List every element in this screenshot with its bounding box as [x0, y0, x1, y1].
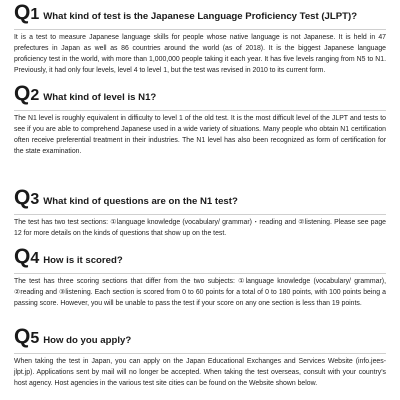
- question-number: [14, 246, 39, 270]
- faq-section-q2: [14, 83, 386, 164]
- question-number: [14, 83, 39, 107]
- question-letter: Q: [14, 186, 31, 209]
- question-digit: 5: [30, 330, 40, 347]
- question-title: What kind of questions are on the N1 test?: [43, 196, 238, 207]
- question-digit: 4: [30, 250, 40, 267]
- faq-heading: [14, 83, 386, 109]
- faq-section-q5: [14, 326, 386, 396]
- faq-section-q4: [14, 246, 386, 316]
- question-digit: 2: [30, 87, 40, 104]
- question-title: What kind of level is N1?: [43, 92, 157, 103]
- answer-text: The test has three scoring sections that differ from the two subjects: ①language knowledge (vocabulary/ grammar), ②reading and ③listening. Each section is scored from 0 to 60 points for a total of 0 to 180 points, with 100 points being a passing score. However, you will be unable to pass the test if your score on any one section is less than 19 points.: [14, 278, 386, 307]
- question-letter: Q: [14, 325, 31, 348]
- section-divider: [14, 29, 386, 30]
- question-number: [14, 187, 39, 211]
- answer-text: It is a test to measure Japanese language skills for people whose native language is not Japanese. It is held in 47 prefectures in Japan as well as 86 countries around the world (as of 2018). It is the biggest Japanese language proficiency test in the world, with more than 1,000,000 people taking it each year. It has five levels ranging from N5 to N1. Previously, it had only four levels, level 4 to level 1, but the test was revised in 2010 to its current form.: [14, 34, 386, 74]
- answer-text: The N1 level is roughly equivalent in difficulty to level 1 of the old test. It is the most difficult level of the JLPT and tests to see if you are able to comprehend Japanese used in a wide variety of situations. Many people who obtain N1 certification often receive preferential treatment in their industries. The N1 level has also been recognized as form of certification for the state examination.: [14, 115, 386, 155]
- question-title: How is it scored?: [43, 255, 123, 266]
- faq-heading: [14, 187, 386, 213]
- section-divider: [14, 214, 386, 215]
- question-letter: Q: [14, 82, 31, 105]
- faq-heading: [14, 246, 386, 272]
- question-number: [14, 326, 39, 350]
- question-letter: Q: [14, 1, 31, 24]
- question-number: [14, 2, 39, 26]
- answer-text: The test has two test sections: ①language knowledge (vocabulary/ grammar)・reading and ②listening. Please see page 12 for more details on the kinds of questions that show up on the test.: [14, 219, 386, 237]
- question-letter: Q: [14, 245, 31, 268]
- answer-text: When taking the test in Japan, you can apply on the Japan Educational Exchanges and Services Website (info.jees-jlpt.jp). Applications sent by mail will no longer be accepted. When taking the test overseas, consult with your country's host agency. Host agencies in the various test site cities can be found on the Website shown below.: [14, 358, 386, 387]
- faq-section-q1: [14, 2, 386, 83]
- faq-heading: [14, 2, 386, 28]
- question-digit: 3: [30, 191, 40, 208]
- section-divider: [14, 273, 386, 274]
- section-divider: [14, 353, 386, 354]
- question-title: How do you apply?: [43, 335, 132, 346]
- question-digit: 1: [30, 6, 40, 23]
- section-divider: [14, 110, 386, 111]
- question-title: What kind of test is the Japanese Language Proficiency Test (JLPT)?: [43, 11, 358, 22]
- faq-section-q3: [14, 187, 386, 246]
- faq-heading: [14, 326, 386, 352]
